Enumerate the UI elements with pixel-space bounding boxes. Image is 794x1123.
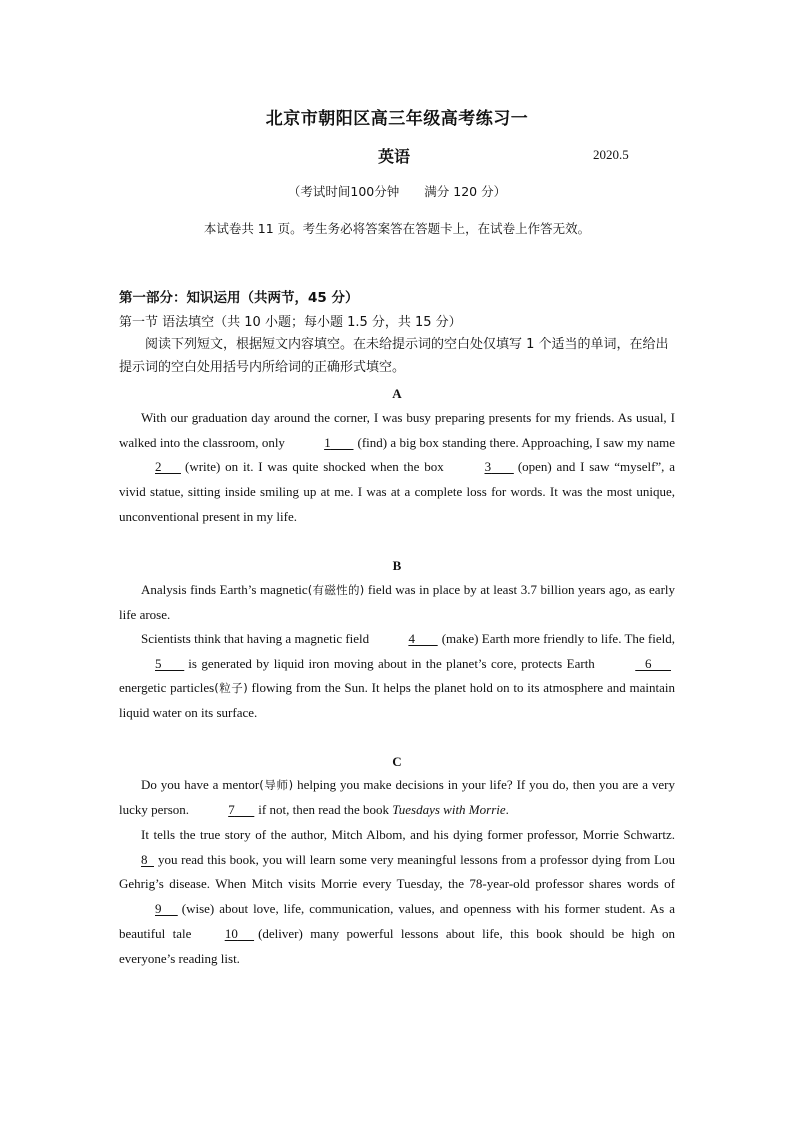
passage-a-label: A [392, 386, 402, 401]
passage-b-para-2 [119, 627, 675, 726]
passage-text: (write) on it. I was quite shocked when the box [185, 459, 444, 475]
passage-text: (deliver) many powerful lessons about life, this book should be high on everyone’s reading list. [119, 925, 676, 966]
blank-10[interactable] [199, 922, 258, 947]
passage-text: is generated by liquid iron moving about in the planet’s core, protects Earth [188, 655, 595, 671]
part1-heading: 第一部分：知识运用（共两节，45 分） [119, 290, 359, 306]
blank-number: 5 [155, 655, 162, 671]
passage-c-para-1 [119, 773, 675, 822]
instructions: 阅读下列短文，根据短文内容填空。在未给提示词的空白处仅填写 1 个适当的单词，在给出提示词的空白处用括号内所给词的正确形式填空。 [119, 337, 669, 375]
blank-number: 1 [324, 434, 331, 450]
passage-a-text [119, 406, 675, 530]
passage-text: It tells the true story of the author, Mitch Albom, and his dying former professor, Morrie Schwartz. [141, 827, 675, 842]
passage-text: . [505, 801, 509, 817]
blank-number: 6 [645, 655, 652, 671]
chinese-gloss: (有磁性的) [307, 583, 365, 597]
blank-number: 7 [228, 801, 235, 817]
passage-text: helping you make decisions in your life? If you do, then you are a very lucky person. [119, 777, 675, 817]
blank-3[interactable] [449, 455, 518, 480]
blank-2[interactable] [119, 455, 185, 480]
passage-text: (make) Earth more friendly to life. The field, [441, 631, 675, 646]
passage-text: you read this book, you will learn some very meaningful lessons from a professor dying from Lou Gehrig’s disease. When Mitch visits Morrie every Tuesday, the 78-year-old professor shares words of [119, 851, 675, 892]
passage-text: With our graduation day around the corner, I was busy preparing presents for my friends. As usual, I walked into the classroom, only [119, 410, 675, 450]
passage-c-para-2 [119, 823, 675, 971]
passage-text: field was in place by at least 3.7 billion years ago, as early life arose. [119, 582, 676, 622]
passage-text: (wise) about love, life, communication, values, and openness with his former student. As a beautiful tale [119, 901, 675, 941]
book-title: Tuesdays with Morrie [392, 801, 506, 817]
passage-b-para-1 [119, 578, 675, 627]
exam-notice: 本试卷共 11 页。考生务必将答案答在答题卡上，在试卷上作答无效。 [203, 221, 591, 236]
blank-number: 3 [484, 459, 492, 475]
blank-number: 10 [224, 925, 238, 941]
blank-number: 2 [155, 459, 162, 475]
blank-7[interactable] [192, 798, 258, 823]
blank-number: 4 [408, 631, 415, 646]
chinese-gloss: (粒子) [214, 681, 248, 696]
blank-6[interactable] [599, 652, 675, 677]
blank-5[interactable] [119, 652, 188, 677]
passage-b-label: B [392, 558, 402, 573]
blank-number: 9 [155, 901, 162, 917]
blank-9[interactable] [119, 897, 182, 922]
passage-text: Do you have a mentor [141, 777, 260, 792]
blank-4[interactable] [372, 627, 441, 652]
passage-text: (open) and I saw “myself”, a vivid statue, sitting inside smiling up at me. I was at a complete loss for words. It was the most unique, unconventional present in my life. [119, 459, 676, 524]
passage-text: (find) a big box standing there. Approaching, I saw my name [357, 434, 676, 450]
exam-info: （考试时间100分钟 满分 120 分） [287, 184, 507, 199]
blank-number: 8 [141, 851, 148, 867]
passage-c-label: C [392, 754, 402, 769]
section1-heading: 第一节 语法填空（共 10 小题；每小题 1.5 分，共 15 分） [119, 315, 462, 330]
blank-1[interactable] [288, 431, 357, 456]
passage-text: Analysis finds Earth’s magnetic [141, 582, 308, 597]
passage-text: Scientists think that having a magnetic field [141, 631, 370, 646]
exam-title: 北京市朝阳区高三年级高考练习一 [265, 109, 529, 129]
blank-8[interactable] [119, 848, 158, 873]
passage-text: energetic particles [119, 680, 215, 696]
subject-label: 英语 [378, 147, 411, 166]
passage-text: flowing from the Sun. It helps the planet hold on to its atmosphere and maintain liquid water on its surface. [119, 680, 675, 721]
exam-date: 2020.5 [593, 147, 629, 162]
chinese-gloss: (导师) [259, 778, 294, 792]
passage-text: if not, then read the book [258, 801, 389, 817]
